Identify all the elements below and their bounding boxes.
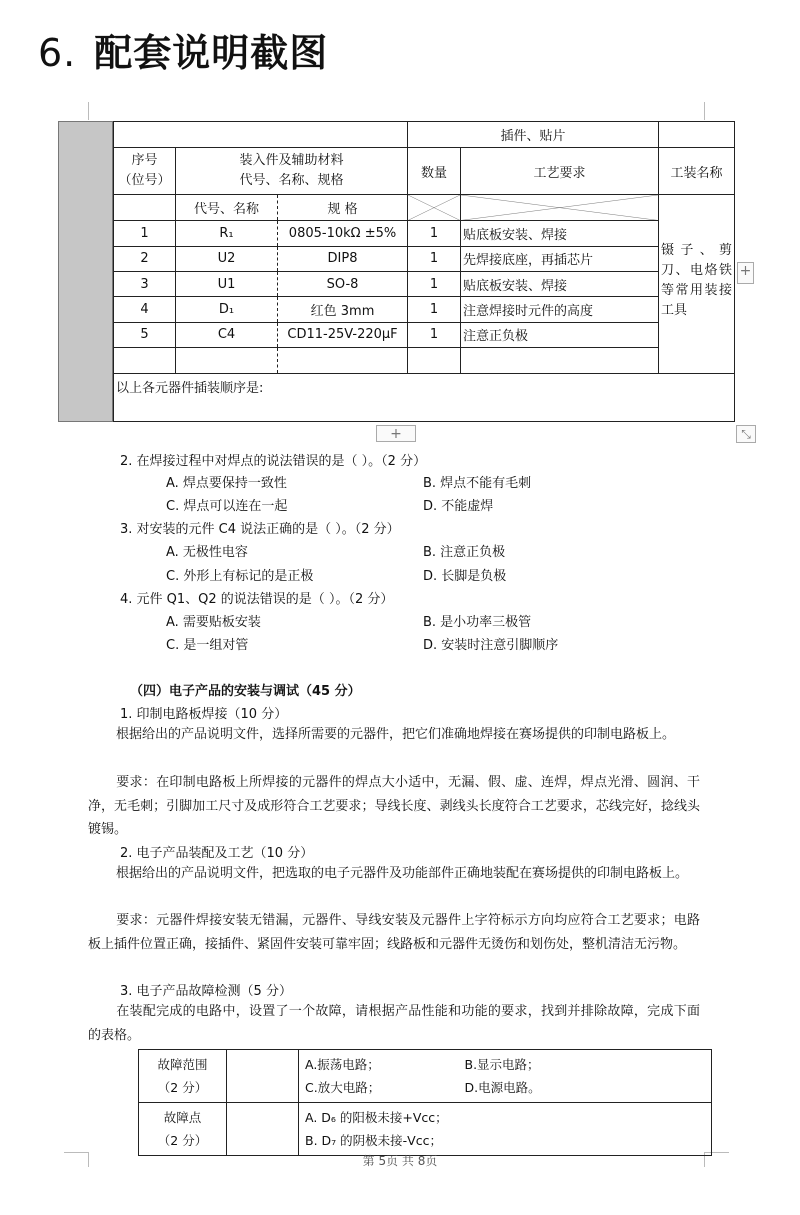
crossed-cell — [408, 194, 461, 220]
add-row-button[interactable]: + — [376, 425, 416, 442]
table-row: 5 C4 CD11-25V-220μF 1 注意正负极 — [114, 322, 735, 347]
question-4-option-d: D. 安装时注意引脚顺序 — [423, 638, 559, 653]
subsection-3-para-1: 在装配完成的电路中，设置了一个故障，请根据产品性能和功能的要求，找到并排除故障，完成下面的表格。 — [88, 1004, 700, 1043]
fault-table — [138, 1049, 712, 1156]
fault-point-label: 故障点 （2 分） — [139, 1103, 227, 1156]
heading-title: 配套说明截图 — [94, 31, 329, 75]
tools-cell: 镊子、剪刀、电烙铁等常用装接工具 — [659, 194, 735, 373]
question-4-option-c: C. 是一组对管 — [166, 638, 249, 653]
resize-icon[interactable]: ⤡ — [736, 425, 756, 443]
table-row-empty — [114, 347, 735, 373]
page-heading — [38, 22, 328, 77]
table-row: 2 U2 DIP8 1 先焊接底座，再插芯片 — [114, 246, 735, 271]
subsection-2-para-1: 根据给出的产品说明文件，把选取的电子元器件及功能部件正确地装配在赛场提供的印制电路板上。 — [116, 866, 689, 881]
question-2-option-d: D. 不能虚焊 — [423, 499, 494, 514]
heading-number: 6. — [38, 31, 77, 75]
subsection-1-para-1: 根据给出的产品说明文件，选择所需要的元器件，把它们准确地焊接在赛场提供的印制电路板上。 — [116, 727, 676, 742]
subsection-1-title: 1. 印制电路板焊接（10 分） — [120, 707, 288, 722]
question-3-option-a: A. 无极性电容 — [166, 545, 248, 560]
question-4-option-b: B. 是小功率三极管 — [423, 615, 532, 630]
fault-range-options-left: A.振荡电路； C.放大电路； — [299, 1050, 459, 1103]
sub-code: 代号、名称 — [176, 194, 278, 220]
crop-mark — [88, 102, 89, 120]
bom-header-top: 插件、贴片 — [408, 122, 659, 148]
fault-point-answer — [227, 1103, 299, 1156]
subsection-1-para-2: 要求：在印制电路板上所焊接的元器件的焊点大小适中，无漏、假、虚、连焊，焊点光滑、圆润、干净，无毛刺；引脚加工尺寸及成形符合工艺要求；导线长度、剥线头长度符合工艺要求，芯线完好，捻线头镀锡。 — [88, 775, 700, 837]
question-3-option-d: D. 长脚是负极 — [423, 569, 507, 584]
question-2-stem: 2. 在焊接过程中对焊点的说法错误的是（ ）。（2 分） — [120, 454, 427, 469]
fault-range-label: 故障范围 （2 分） — [139, 1050, 227, 1103]
bom-table — [113, 121, 735, 422]
page-footer: 第 5页 共 8页 — [362, 1154, 438, 1168]
question-2-option-b: B. 焊点不能有毛刺 — [423, 476, 532, 491]
table-row: 4 D₁ 红色 3mm 1 注意焊接时元件的高度 — [114, 297, 735, 322]
subsection-2-title: 2. 电子产品装配及工艺（10 分） — [120, 846, 314, 861]
crop-mark — [704, 102, 705, 120]
col-parts: 装入件及辅助材料 代号、名称、规格 — [176, 148, 408, 195]
fault-point-options: A. D₆ 的阳极未接+Vcc； B. D₇ 的阴极未接-Vcc； — [299, 1103, 712, 1156]
col-process: 工艺要求 — [461, 148, 659, 195]
order-note: 以上各元器件插装顺序是: — [114, 374, 735, 422]
table-row: 1 R₁ 0805-10kΩ ±5% 1 贴底板安装、焊接 — [114, 221, 735, 246]
sub-spec: 规 格 — [278, 194, 408, 220]
question-2-option-a: A. 焊点要保持一致性 — [166, 476, 287, 491]
bom-header-blank — [114, 122, 408, 148]
table-sidebar — [58, 121, 113, 422]
table-row: 3 U1 SO-8 1 贴底板安装、焊接 — [114, 271, 735, 296]
fault-range-answer — [227, 1050, 299, 1103]
question-4-option-a: A. 需要贴板安装 — [166, 615, 261, 630]
crossed-cell — [461, 194, 659, 220]
subsection-2-para-2: 要求：元器件焊接安装无错漏，元器件、导线安装及元器件上字符标示方向均应符合工艺要求；电路板上插件位置正确，接插件、紧固件安装可靠牢固；线路板和元器件无烫伤和划伤处，整机清洁无污物。 — [88, 913, 700, 952]
question-4-stem: 4. 元件 Q1、Q2 的说法错误的是（ ）。（2 分） — [120, 592, 394, 607]
question-2-option-c: C. 焊点可以连在一起 — [166, 499, 288, 514]
col-seq: 序号 （位号） — [114, 148, 176, 195]
section-title: （四）电子产品的安装与调试（45 分） — [130, 684, 361, 699]
fault-range-options-right: B.显示电路； D.电源电路。 — [459, 1050, 712, 1103]
add-column-button[interactable]: + — [737, 262, 754, 284]
question-3-option-c: C. 外形上有标记的是正极 — [166, 569, 314, 584]
question-3-stem: 3. 对安装的元件 C4 说法正确的是（ ）。（2 分） — [120, 522, 400, 537]
col-qty: 数量 — [408, 148, 461, 195]
col-tools: 工装名称 — [659, 148, 735, 195]
subsection-3-title: 3. 电子产品故障检测（5 分） — [120, 984, 292, 999]
question-3-option-b: B. 注意正负极 — [423, 545, 506, 560]
bom-header-blank-right — [659, 122, 735, 148]
sub-blank — [114, 194, 176, 220]
